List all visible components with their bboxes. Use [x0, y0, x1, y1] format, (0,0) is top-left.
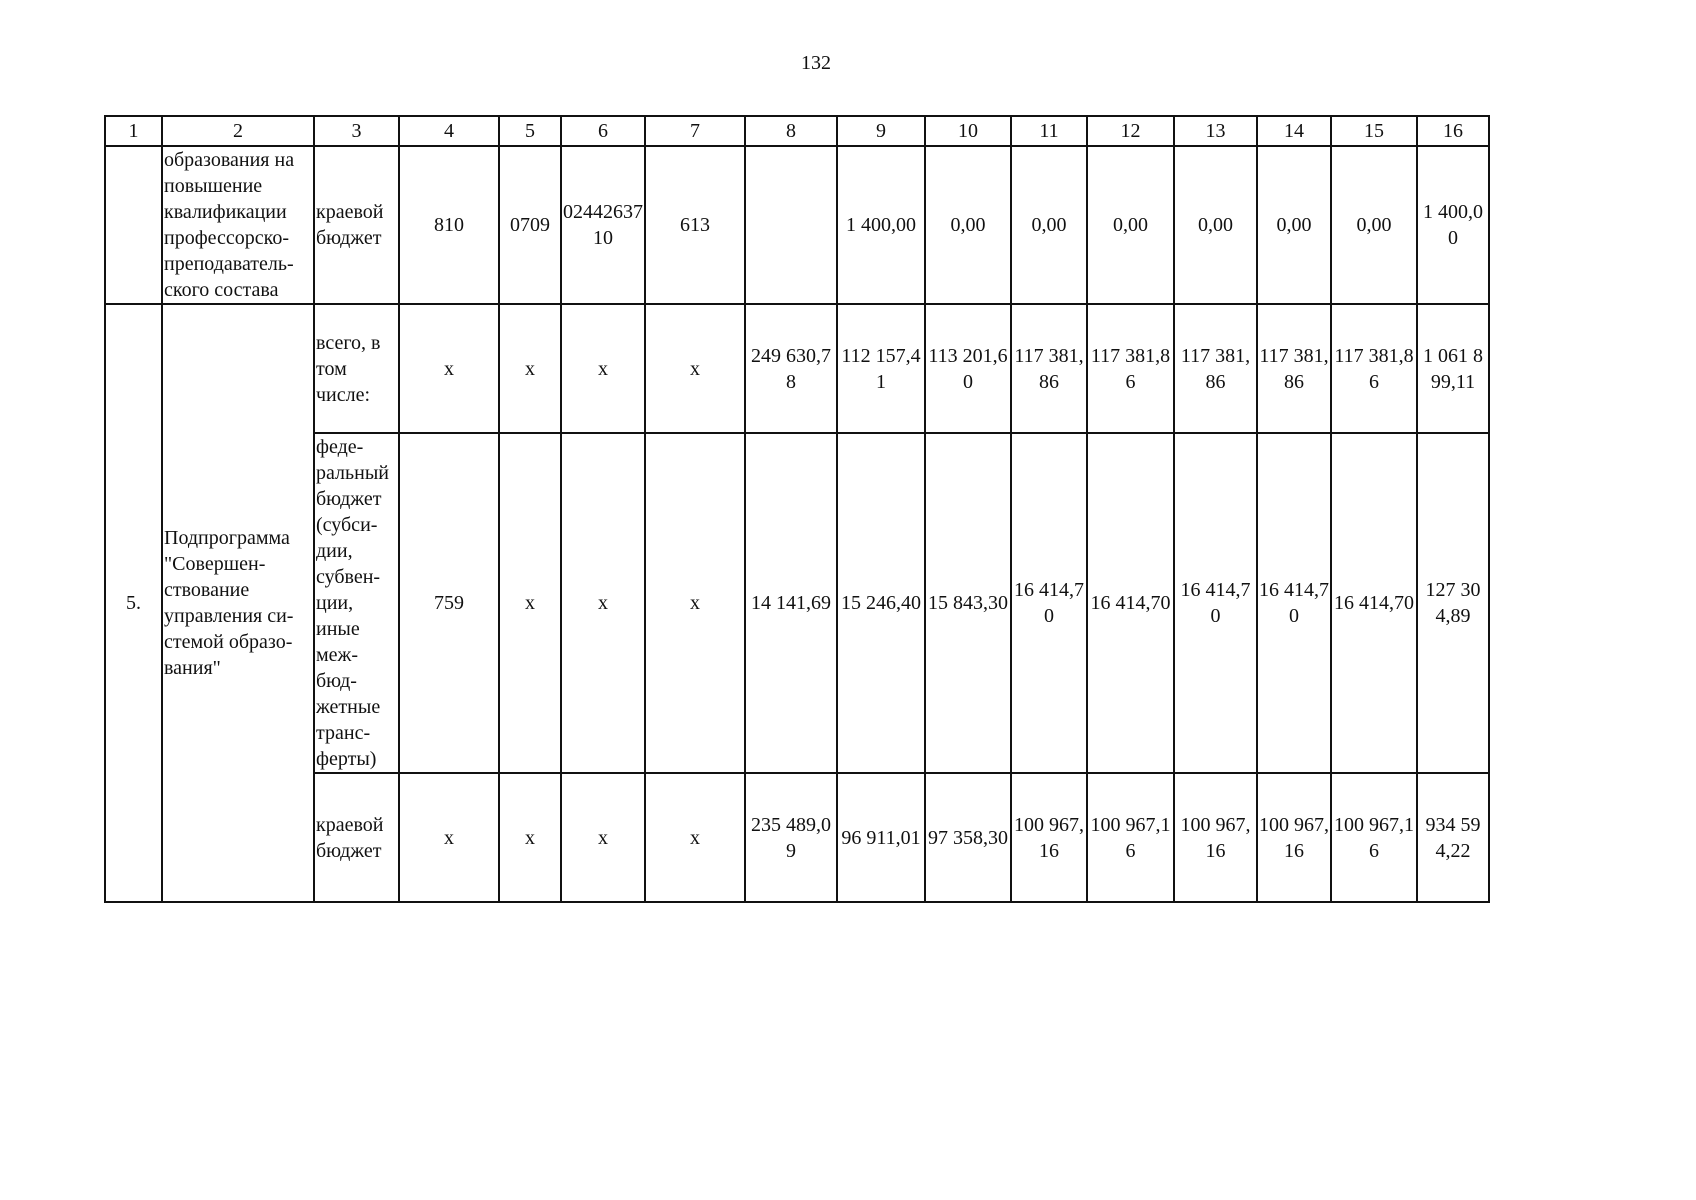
cell-value: 0,00: [1331, 146, 1417, 304]
header-cell: 8: [745, 116, 837, 146]
cell-value: 100 967,16: [1087, 773, 1174, 902]
cell-value: 1 061 899,11: [1417, 304, 1489, 433]
table-row: [105, 146, 1489, 304]
cell-value: 1 400,00: [1417, 146, 1489, 304]
cell-value: 113 201,60: [925, 304, 1011, 433]
cell-value: 249 630,78: [745, 304, 837, 433]
cell-empty: [105, 146, 162, 304]
header-cell: 11: [1011, 116, 1087, 146]
cell-funding-source: краевой бюджет: [314, 773, 399, 902]
cell-value: x: [499, 433, 561, 773]
cell-value: 16 414,70: [1087, 433, 1174, 773]
cell-value: 0709: [499, 146, 561, 304]
cell-value: [745, 146, 837, 304]
header-cell: 16: [1417, 116, 1489, 146]
cell-value: 127 304,89: [1417, 433, 1489, 773]
cell-value: 112 157,41: [837, 304, 925, 433]
cell-funding-source: краевой бюджет: [314, 146, 399, 304]
cell-value: 100 967,16: [1174, 773, 1257, 902]
header-cell: 9: [837, 116, 925, 146]
cell-value: 100 967,16: [1331, 773, 1417, 902]
cell-value: 16 414,70: [1011, 433, 1087, 773]
cell-value: 14 141,69: [745, 433, 837, 773]
cell-value: 0244263710: [561, 146, 645, 304]
header-cell: 1: [105, 116, 162, 146]
cell-value: x: [561, 773, 645, 902]
header-cell: 15: [1331, 116, 1417, 146]
cell-value: x: [645, 433, 745, 773]
header-cell: 14: [1257, 116, 1331, 146]
cell-value: 117 381,86: [1087, 304, 1174, 433]
header-cell: 5: [499, 116, 561, 146]
cell-funding-source: феде-ральный бюджет (субси-дии, субвен-ции, иные меж-бюд-жетные транс-ферты): [314, 433, 399, 773]
cell-value: x: [561, 304, 645, 433]
cell-value: 117 381,86: [1011, 304, 1087, 433]
cell-value: 96 911,01: [837, 773, 925, 902]
cell-subprogram-name: Подпрограмма "Совершен-ствование управления си-стемой образо-вания": [162, 304, 314, 902]
cell-value: 0,00: [1257, 146, 1331, 304]
header-cell: 10: [925, 116, 1011, 146]
header-cell: 7: [645, 116, 745, 146]
cell-value: 100 967,16: [1011, 773, 1087, 902]
cell-value: 117 381,86: [1331, 304, 1417, 433]
cell-value: x: [399, 773, 499, 902]
cell-value: 810: [399, 146, 499, 304]
header-cell: 3: [314, 116, 399, 146]
header-cell: 6: [561, 116, 645, 146]
table-row: [105, 304, 1489, 433]
budget-table: [104, 115, 1490, 903]
cell-event-name: образования на повышение квалификации профессорско-преподаватель-ского состава: [162, 146, 314, 304]
cell-value: 0,00: [1174, 146, 1257, 304]
cell-value: 0,00: [1087, 146, 1174, 304]
cell-value: 16 414,70: [1331, 433, 1417, 773]
cell-value: 117 381,86: [1257, 304, 1331, 433]
cell-value: x: [645, 304, 745, 433]
header-cell: 12: [1087, 116, 1174, 146]
cell-value: x: [561, 433, 645, 773]
cell-value: 100 967,16: [1257, 773, 1331, 902]
header-cell: 2: [162, 116, 314, 146]
cell-value: 759: [399, 433, 499, 773]
cell-value: x: [645, 773, 745, 902]
header-cell: 13: [1174, 116, 1257, 146]
cell-value: 0,00: [1011, 146, 1087, 304]
page-number: 132: [801, 52, 831, 74]
cell-subprogram-number: 5.: [105, 304, 162, 902]
cell-value: 235 489,09: [745, 773, 837, 902]
cell-value: 117 381,86: [1174, 304, 1257, 433]
cell-value: x: [499, 304, 561, 433]
cell-value: 97 358,30: [925, 773, 1011, 902]
cell-value: 0,00: [925, 146, 1011, 304]
cell-value: 1 400,00: [837, 146, 925, 304]
cell-value: 934 594,22: [1417, 773, 1489, 902]
cell-value: 16 414,70: [1174, 433, 1257, 773]
table-header-row: [105, 116, 1489, 146]
header-cell: 4: [399, 116, 499, 146]
cell-value: x: [499, 773, 561, 902]
cell-value: 613: [645, 146, 745, 304]
cell-funding-source: всего, в том числе:: [314, 304, 399, 433]
cell-value: x: [399, 304, 499, 433]
cell-value: 15 246,40: [837, 433, 925, 773]
cell-value: 15 843,30: [925, 433, 1011, 773]
cell-value: 16 414,70: [1257, 433, 1331, 773]
